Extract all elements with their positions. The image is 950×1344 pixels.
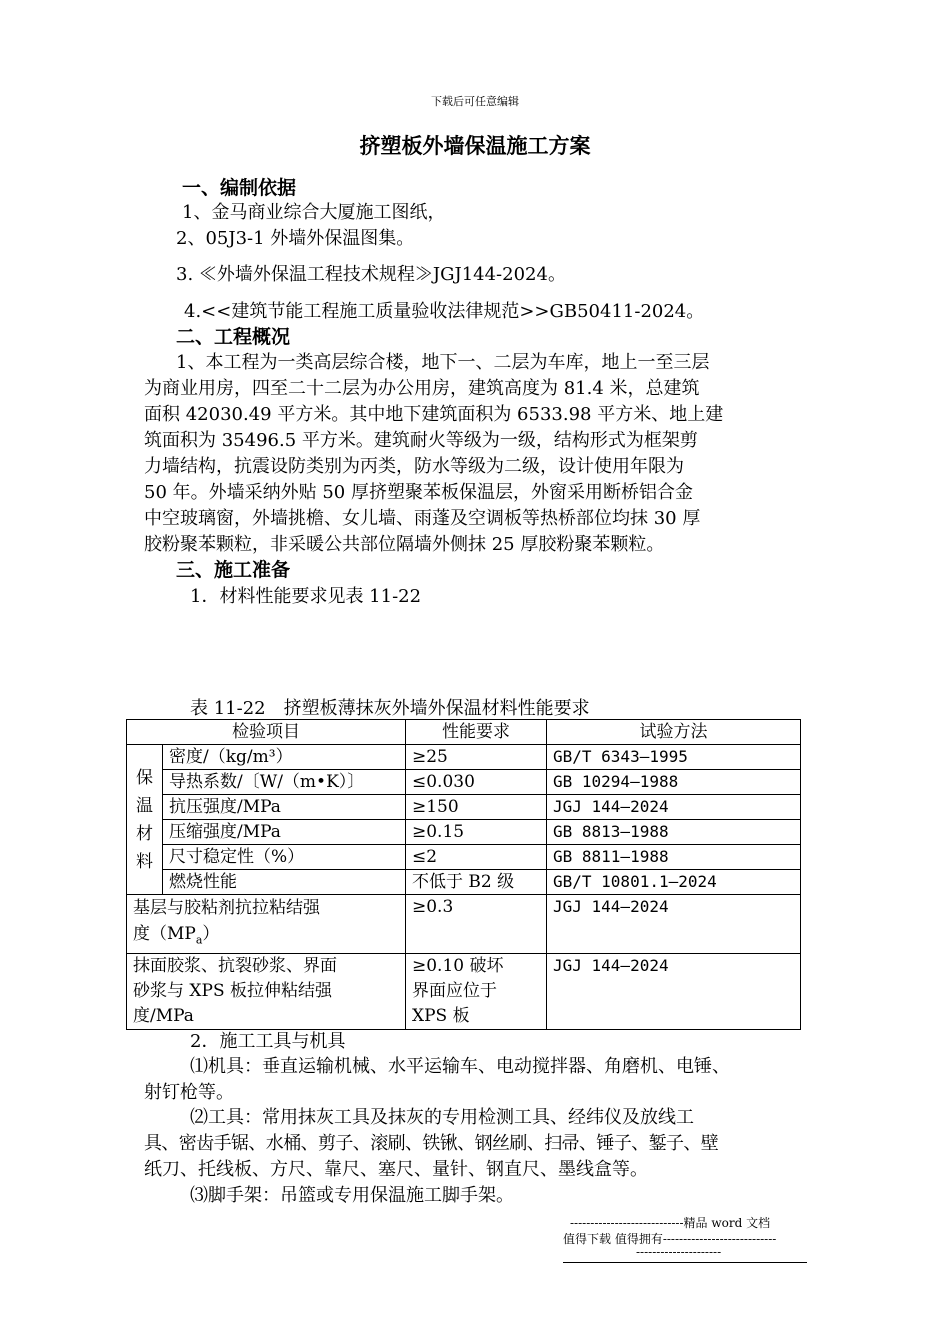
cell-method: GB/T 6343—1995: [547, 745, 801, 770]
cell-requirement: ≥0.15: [406, 820, 547, 845]
table-row: [127, 845, 801, 870]
prep-item-1: 1．材料性能要求见表 11-22: [190, 586, 422, 607]
cell-item-line: [133, 921, 399, 953]
basis-item-4: 4.<<建筑节能工程施工质量验收法律规范>>GB50411-2024。: [184, 301, 705, 322]
subscript-a: a: [195, 933, 203, 947]
cell-item: 密度/（kg/m³）: [163, 745, 406, 770]
table-row: [127, 745, 801, 770]
cell-requirement: ≥0.3: [406, 895, 547, 954]
cell-requirement: ≤2: [406, 845, 547, 870]
overview-line-2: 为商业用房，四至二十二层为办公用房，建筑高度为 81.4 米，总建筑: [144, 378, 700, 399]
cell-method: GB 10294—1988: [547, 770, 801, 795]
table-row: [127, 895, 801, 954]
cell-item: 燃烧性能: [163, 870, 406, 895]
cell-method: GB 8811—1988: [547, 845, 801, 870]
machinery-line-2: 射钉枪等。: [144, 1082, 234, 1103]
group-label-char: 料: [136, 851, 153, 872]
cell-req-line: ≥0.10 破坏: [412, 956, 504, 977]
cell-requirement: ≥25: [406, 745, 547, 770]
group-label-char: 材: [136, 823, 153, 844]
footer-line-1: ----------------------------精品 word 文档: [570, 1216, 771, 1230]
tools-line-3: 纸刀、托线板、方尺、靠尺、塞尺、量针、钢直尺、墨线盒等。: [144, 1159, 648, 1180]
basis-item-1: 1、金马商业综合大厦施工图纸，: [182, 202, 446, 223]
cell-requirement: 不低于 B2 级: [406, 870, 547, 895]
table-row: [127, 820, 801, 845]
table-caption: 表 11-22 挤塑板薄抹灰外墙外保温材料性能要求: [190, 698, 590, 719]
cell-item-line: 度/MPa: [133, 1006, 194, 1027]
table-row: [127, 870, 801, 895]
material-performance-table: [126, 719, 801, 1030]
cell-item-line: 抹面胶浆、抗裂砂浆、界面: [133, 956, 337, 977]
section-heading-overview: 二、工程概况: [176, 326, 291, 348]
cell-item-text: ）: [202, 924, 220, 944]
group-label-insulation-material: [127, 745, 163, 895]
overview-line-3: 面积 42030.49 平方米。其中地下建筑面积为 6533.98 平方米、地上建: [144, 404, 724, 425]
cell-item: 抗压强度/MPa: [163, 795, 406, 820]
tools-line-2: 具、密齿手锯、水桶、剪子、滚刷、铁锹、钢丝刷、扫帚、锤子、錾子、壁: [144, 1133, 719, 1154]
cell-method: JGJ 144—2024: [547, 954, 801, 1030]
overview-line-6: 50 年。外墙采纳外贴 50 厚挤塑聚苯板保温层，外窗采用断桥铝合金: [144, 482, 693, 503]
cell-item: 压缩强度/MPa: [163, 820, 406, 845]
prep-item-2: 2．施工工具与机具: [190, 1031, 346, 1052]
header-note: 下载后可任意编辑: [431, 95, 519, 108]
cell-item-line: 基层与胶粘剂抗拉粘结强: [133, 898, 320, 918]
overview-line-1: 1、本工程为一类高层综合楼，地下一、二层为车库，地上一至三层: [176, 352, 710, 373]
cell-method: JGJ 144—2024: [547, 795, 801, 820]
cell-item-text: 度（MP: [133, 924, 196, 944]
overview-line-5: 力墙结构，抗震设防类别为丙类，防水等级为二级，设计使用年限为: [144, 456, 684, 477]
cell-method: GB 8813—1988: [547, 820, 801, 845]
cell-req-line: XPS 板: [412, 1006, 470, 1027]
col-header-requirement: 性能要求: [406, 720, 547, 745]
footer-rule: [563, 1262, 807, 1263]
cell-item: [127, 895, 406, 954]
table-row: [127, 795, 801, 820]
cell-method: GB/T 10801.1—2024: [547, 870, 801, 895]
cell-item-line: 砂浆与 XPS 板拉伸粘结强: [133, 981, 332, 1002]
tools-line-1: ⑵工具：常用抹灰工具及抹灰的专用检测工具、经纬仪及放线工: [190, 1107, 694, 1128]
footer-line-3: ---------------------: [636, 1245, 722, 1259]
col-header-item: 检验项目: [127, 720, 406, 745]
cell-item: 导热系数/〔W/（m•K）〕: [163, 770, 406, 795]
table-row: [127, 770, 801, 795]
machinery-line-1: ⑴机具：垂直运输机械、水平运输车、电动搅拌器、角磨机、电锤、: [190, 1056, 730, 1077]
col-header-method: 试验方法: [547, 720, 801, 745]
basis-item-2: 2、05J3-1 外墙外保温图集。: [176, 228, 415, 249]
table-header-row: [127, 720, 801, 745]
cell-item: 尺寸稳定性（%）: [163, 845, 406, 870]
table-row: [127, 954, 801, 1030]
cell-method: JGJ 144—2024: [547, 895, 801, 954]
cell-requirement: [406, 954, 547, 1030]
footer-line-2: 值得下载 值得拥有----------------------------: [563, 1232, 777, 1246]
section-heading-basis: 一、编制依据: [182, 177, 297, 199]
group-label-char: 温: [136, 795, 153, 816]
section-heading-preparation: 三、施工准备: [176, 559, 291, 581]
group-label-char: 保: [136, 767, 153, 788]
scaffold-line: ⑶脚手架：吊篮或专用保温施工脚手架。: [190, 1185, 514, 1206]
document-title: 挤塑板外墙保温施工方案: [359, 133, 591, 158]
overview-line-4: 筑面积为 35496.5 平方米。建筑耐火等级为一级，结构形式为框架剪: [144, 430, 698, 451]
cell-item: [127, 954, 406, 1030]
cell-requirement: ≥150: [406, 795, 547, 820]
overview-line-8: 胶粉聚苯颗粒，非采暖公共部位隔墙外侧抹 25 厚胶粉聚苯颗粒。: [144, 534, 665, 555]
overview-line-7: 中空玻璃窗，外墙挑檐、女儿墙、雨蓬及空调板等热桥部位均抹 30 厚: [144, 508, 701, 529]
cell-req-line: 界面应位于: [412, 981, 497, 1002]
cell-requirement: ≤0.030: [406, 770, 547, 795]
basis-item-3: 3. ≪外墙外保温工程技术规程≫JGJ144-2024。: [176, 264, 566, 285]
